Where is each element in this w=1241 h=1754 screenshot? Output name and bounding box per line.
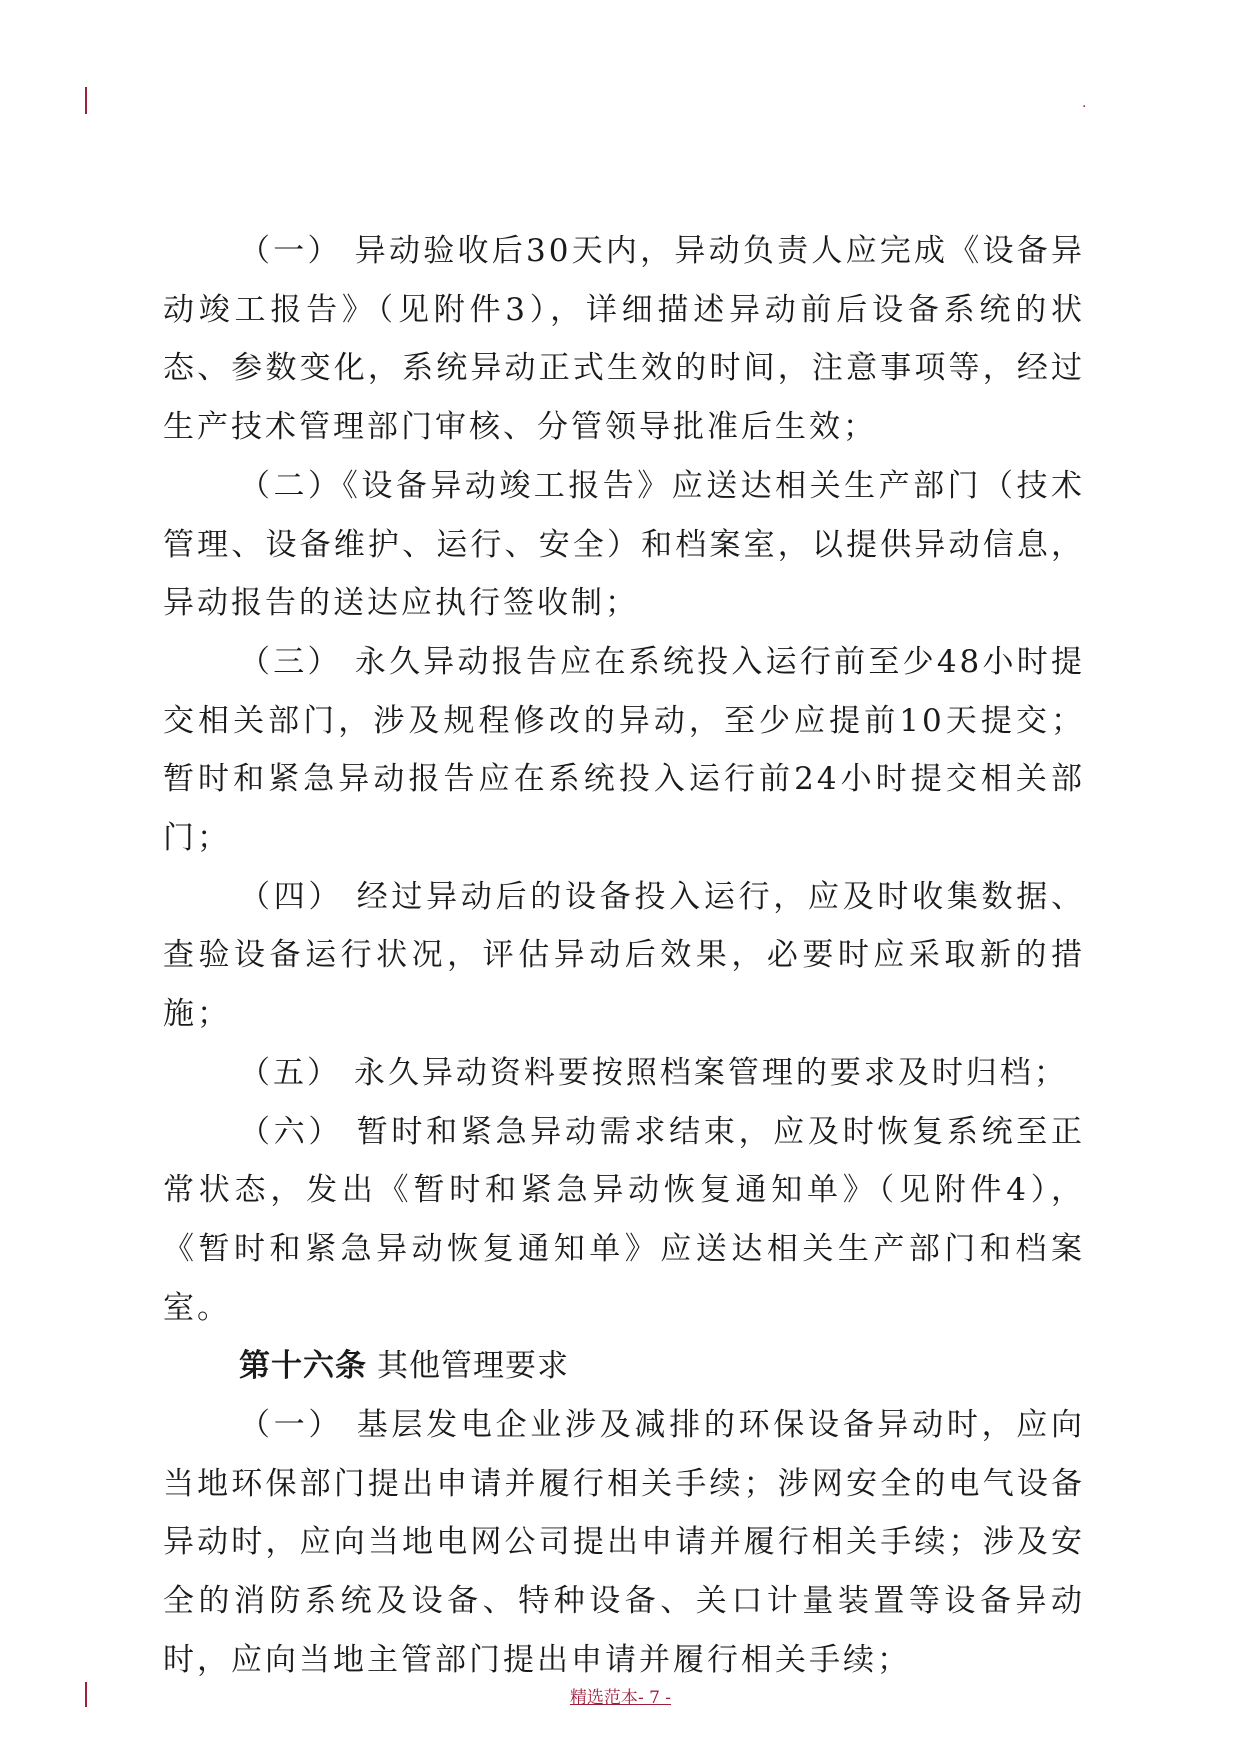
paragraph-5: （五） 永久异动资料要按照档案管理的要求及时归档； — [239, 1054, 1068, 1091]
paragraph-6: （六） 暂时和紧急异动需求结束，应及时恢复系统至正常状态，发出《暂时和紧急异动恢复通知单》（见附件4），《暂时和紧急异动恢复通知单》应送达相关生产部门和档案室。 — [163, 1113, 1085, 1326]
paragraph-7: （一） 基层发电企业涉及减排的环保设备异动时，应向当地环保部门提出申请并履行相关手续；涉网安全的电气设备异动时，应向当地电网公司提出申请并履行相关手续；涉及安全的消防系统及设备、特种设备、关口计量装置等设备异动时，应向当地主管部门提出申请并履行相关手续； — [163, 1407, 1085, 1678]
paragraph-3: （三） 永久异动报告应在系统投入运行前至少48小时提交相关部门，涉及规程修改的异动，至少应提前10天提交；暂时和紧急异动报告应在系统投入运行前24小时提交相关部门； — [163, 643, 1085, 857]
footer-label: 精选范本 — [569, 1688, 638, 1708]
section-title: 第十六条 — [239, 1348, 367, 1385]
section-subtitle: 其他管理要求 — [377, 1348, 569, 1385]
document-body — [163, 222, 1085, 1690]
margin-mark-top — [85, 87, 87, 114]
page-footer — [0, 1683, 1241, 1708]
header-mark: . — [1082, 95, 1087, 111]
page-number: - 7 - — [637, 1688, 672, 1708]
paragraph-2: （二）《设备异动竣工报告》应送达相关生产部门（技术管理、设备维护、运行、安全）和档案室，以提供异动信息，异动报告的送达应执行签收制； — [163, 467, 1085, 622]
paragraph-1: （一） 异动验收后30天内，异动负责人应完成《设备异动竣工报告》（见附件3），详细描述异动前后设备系统的状态、参数变化，系统异动正式生效的时间，注意事项等，经过生产技术管理部门审核、分管领导批准后生效； — [163, 233, 1085, 446]
section-heading — [163, 1337, 1085, 1396]
paragraph-4: （四） 经过异动后的设备投入运行，应及时收集数据、查验设备运行状况，评估异动后效果，必要时应采取新的措施； — [163, 878, 1085, 1033]
